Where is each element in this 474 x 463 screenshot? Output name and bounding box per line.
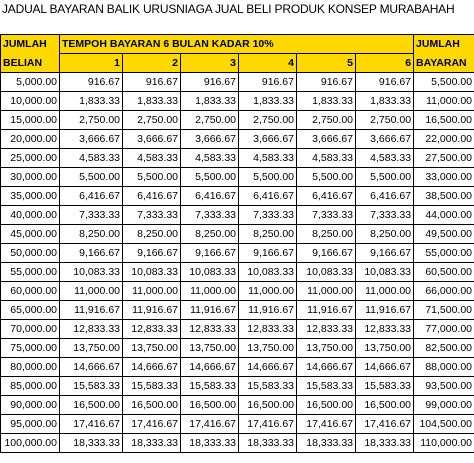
belian-cell[interactable]: 40,000.00	[1, 206, 60, 225]
month-3-cell[interactable]: 5,500.00	[181, 168, 239, 187]
month-4-cell[interactable]: 916.67	[239, 73, 297, 92]
month-5-cell[interactable]: 6,416.67	[297, 187, 356, 206]
month-1-cell[interactable]: 4,583.33	[60, 149, 123, 168]
month-6-cell[interactable]: 6,416.67	[356, 187, 414, 206]
month-3-cell[interactable]: 11,916.67	[181, 301, 239, 320]
month-4-cell[interactable]: 12,833.33	[239, 320, 297, 339]
month-1-cell[interactable]: 17,416.67	[60, 415, 123, 434]
month-2-cell[interactable]: 11,000.00	[123, 282, 181, 301]
month-2-cell[interactable]: 12,833.33	[123, 320, 181, 339]
month-1-cell[interactable]: 15,583.33	[60, 377, 123, 396]
month-4-cell[interactable]: 2,750.00	[239, 111, 297, 130]
month-4-cell[interactable]: 10,083.33	[239, 263, 297, 282]
month-1-cell[interactable]: 5,500.00	[60, 168, 123, 187]
table-row	[1, 206, 474, 225]
bayaran-cell[interactable]: 22,000.00	[414, 130, 474, 149]
belian-cell[interactable]: 20,000.00	[1, 130, 60, 149]
month-6-cell[interactable]: 11,916.67	[356, 301, 414, 320]
belian-cell[interactable]: 25,000.00	[1, 149, 60, 168]
table-row	[1, 92, 474, 111]
month-3-cell[interactable]: 14,666.67	[181, 358, 239, 377]
month-1-cell[interactable]: 9,166.67	[60, 244, 123, 263]
month-3-cell[interactable]: 18,333.33	[181, 434, 239, 453]
month-header-1[interactable]: 1	[60, 54, 123, 73]
month-6-cell[interactable]: 7,333.33	[356, 206, 414, 225]
month-3-cell[interactable]: 916.67	[181, 73, 239, 92]
month-6-cell[interactable]: 1,833.33	[356, 92, 414, 111]
bayaran-cell[interactable]: 27,500.00	[414, 149, 474, 168]
month-5-cell[interactable]: 11,000.00	[297, 282, 356, 301]
bayaran-cell[interactable]: 11,000.00	[414, 92, 474, 111]
month-1-cell[interactable]: 12,833.33	[60, 320, 123, 339]
month-3-cell[interactable]: 16,500.00	[181, 396, 239, 415]
belian-cell[interactable]: 95,000.00	[1, 415, 60, 434]
month-2-cell[interactable]: 2,750.00	[123, 111, 181, 130]
belian-cell[interactable]: 65,000.00	[1, 301, 60, 320]
bayaran-cell[interactable]: 104,500.00	[414, 415, 474, 434]
table-row	[1, 434, 474, 453]
table-row	[1, 396, 474, 415]
table-row	[1, 377, 474, 396]
month-1-cell[interactable]: 16,500.00	[60, 396, 123, 415]
month-6-cell[interactable]: 16,500.00	[356, 396, 414, 415]
table-row	[1, 130, 474, 149]
month-2-cell[interactable]: 18,333.33	[123, 434, 181, 453]
table-row	[1, 339, 474, 358]
belian-cell[interactable]: 55,000.00	[1, 263, 60, 282]
table-row	[1, 149, 474, 168]
month-2-cell[interactable]: 1,833.33	[123, 92, 181, 111]
month-5-cell[interactable]: 13,750.00	[297, 339, 356, 358]
month-3-cell[interactable]: 11,000.00	[181, 282, 239, 301]
belian-cell[interactable]: 30,000.00	[1, 168, 60, 187]
month-3-cell[interactable]: 7,333.33	[181, 206, 239, 225]
month-5-cell[interactable]: 5,500.00	[297, 168, 356, 187]
month-3-cell[interactable]: 6,416.67	[181, 187, 239, 206]
jumlah-bayaran-header[interactable]: JUMLAH	[414, 35, 474, 54]
month-2-cell[interactable]: 5,500.00	[123, 168, 181, 187]
month-4-cell[interactable]: 18,333.33	[239, 434, 297, 453]
header-row-bottom	[1, 54, 474, 73]
month-header-5[interactable]: 5	[297, 54, 356, 73]
month-5-cell[interactable]: 4,583.33	[297, 149, 356, 168]
month-2-cell[interactable]: 16,500.00	[123, 396, 181, 415]
month-4-cell[interactable]: 4,583.33	[239, 149, 297, 168]
table-row	[1, 73, 474, 92]
month-5-cell[interactable]: 18,333.33	[297, 434, 356, 453]
bayaran-cell[interactable]: 99,000.00	[414, 396, 474, 415]
month-2-cell[interactable]: 9,166.67	[123, 244, 181, 263]
month-4-cell[interactable]: 7,333.33	[239, 206, 297, 225]
month-2-cell[interactable]: 916.67	[123, 73, 181, 92]
month-3-cell[interactable]: 15,583.33	[181, 377, 239, 396]
table-row	[1, 282, 474, 301]
month-4-cell[interactable]: 3,666.67	[239, 130, 297, 149]
bayaran-cell[interactable]: 60,500.00	[414, 263, 474, 282]
bayaran-cell[interactable]: 93,500.00	[414, 377, 474, 396]
month-4-cell[interactable]: 8,250.00	[239, 225, 297, 244]
bayaran-cell[interactable]: 71,500.00	[414, 301, 474, 320]
month-6-cell[interactable]: 3,666.67	[356, 130, 414, 149]
month-2-cell[interactable]: 6,416.67	[123, 187, 181, 206]
month-4-cell[interactable]: 13,750.00	[239, 339, 297, 358]
month-1-cell[interactable]: 8,250.00	[60, 225, 123, 244]
month-5-cell[interactable]: 1,833.33	[297, 92, 356, 111]
month-1-cell[interactable]: 7,333.33	[60, 206, 123, 225]
table-row	[1, 263, 474, 282]
bayaran-cell[interactable]: 55,000.00	[414, 244, 474, 263]
belian-cell[interactable]: 45,000.00	[1, 225, 60, 244]
month-3-cell[interactable]: 4,583.33	[181, 149, 239, 168]
month-5-cell[interactable]: 10,083.33	[297, 263, 356, 282]
month-6-cell[interactable]: 14,666.67	[356, 358, 414, 377]
month-2-cell[interactable]: 10,083.33	[123, 263, 181, 282]
month-6-cell[interactable]: 12,833.33	[356, 320, 414, 339]
month-2-cell[interactable]: 17,416.67	[123, 415, 181, 434]
table-row	[1, 187, 474, 206]
month-5-cell[interactable]: 15,583.33	[297, 377, 356, 396]
bayaran-cell[interactable]: 16,500.00	[414, 111, 474, 130]
belian-cell[interactable]: 80,000.00	[1, 358, 60, 377]
table-row	[1, 301, 474, 320]
month-6-cell[interactable]: 2,750.00	[356, 111, 414, 130]
month-4-cell[interactable]: 1,833.33	[239, 92, 297, 111]
bayaran-cell[interactable]: 88,000.00	[414, 358, 474, 377]
bayaran-cell[interactable]: 33,000.00	[414, 168, 474, 187]
tempoh-header[interactable]: TEMPOH BAYARAN 6 BULAN KADAR 10%	[60, 35, 414, 54]
month-4-cell[interactable]: 9,166.67	[239, 244, 297, 263]
month-3-cell[interactable]: 2,750.00	[181, 111, 239, 130]
month-4-cell[interactable]: 17,416.67	[239, 415, 297, 434]
bayaran-cell[interactable]: 66,000.00	[414, 282, 474, 301]
month-6-cell[interactable]: 18,333.33	[356, 434, 414, 453]
belian-cell[interactable]: 50,000.00	[1, 244, 60, 263]
month-6-cell[interactable]: 8,250.00	[356, 225, 414, 244]
jumlah-bayaran-header-line2[interactable]: BAYARAN	[414, 54, 474, 73]
month-2-cell[interactable]: 8,250.00	[123, 225, 181, 244]
belian-cell[interactable]: 60,000.00	[1, 282, 60, 301]
bayaran-cell[interactable]: 110,000.00	[414, 434, 474, 453]
month-6-cell[interactable]: 10,083.33	[356, 263, 414, 282]
month-1-cell[interactable]: 10,083.33	[60, 263, 123, 282]
month-5-cell[interactable]: 3,666.67	[297, 130, 356, 149]
month-3-cell[interactable]: 3,666.67	[181, 130, 239, 149]
table-row	[1, 244, 474, 263]
belian-cell[interactable]: 15,000.00	[1, 111, 60, 130]
month-3-cell[interactable]: 1,833.33	[181, 92, 239, 111]
month-1-cell[interactable]: 14,666.67	[60, 358, 123, 377]
month-header-6[interactable]: 6	[356, 54, 414, 73]
jumlah-belian-header-line2[interactable]: BELIAN	[1, 54, 60, 73]
month-2-cell[interactable]: 15,583.33	[123, 377, 181, 396]
month-2-cell[interactable]: 3,666.67	[123, 130, 181, 149]
month-4-cell[interactable]: 11,916.67	[239, 301, 297, 320]
month-6-cell[interactable]: 4,583.33	[356, 149, 414, 168]
table-row	[1, 225, 474, 244]
month-4-cell[interactable]: 15,583.33	[239, 377, 297, 396]
month-5-cell[interactable]: 2,750.00	[297, 111, 356, 130]
month-6-cell[interactable]: 11,000.00	[356, 282, 414, 301]
month-header-2[interactable]: 2	[123, 54, 181, 73]
month-5-cell[interactable]: 16,500.00	[297, 396, 356, 415]
month-3-cell[interactable]: 9,166.67	[181, 244, 239, 263]
month-6-cell[interactable]: 916.67	[356, 73, 414, 92]
month-1-cell[interactable]: 11,000.00	[60, 282, 123, 301]
table-row	[1, 320, 474, 339]
month-4-cell[interactable]: 6,416.67	[239, 187, 297, 206]
month-4-cell[interactable]: 16,500.00	[239, 396, 297, 415]
month-5-cell[interactable]: 7,333.33	[297, 206, 356, 225]
month-5-cell[interactable]: 916.67	[297, 73, 356, 92]
month-6-cell[interactable]: 15,583.33	[356, 377, 414, 396]
month-4-cell[interactable]: 5,500.00	[239, 168, 297, 187]
month-5-cell[interactable]: 11,916.67	[297, 301, 356, 320]
month-1-cell[interactable]: 3,666.67	[60, 130, 123, 149]
belian-cell[interactable]: 5,000.00	[1, 73, 60, 92]
bayaran-cell[interactable]: 77,000.00	[414, 320, 474, 339]
month-5-cell[interactable]: 12,833.33	[297, 320, 356, 339]
month-3-cell[interactable]: 17,416.67	[181, 415, 239, 434]
jumlah-belian-header[interactable]: JUMLAH	[1, 35, 60, 54]
bayaran-cell[interactable]: 5,500.00	[414, 73, 474, 92]
month-3-cell[interactable]: 8,250.00	[181, 225, 239, 244]
belian-cell[interactable]: 85,000.00	[1, 377, 60, 396]
month-2-cell[interactable]: 7,333.33	[123, 206, 181, 225]
month-5-cell[interactable]: 8,250.00	[297, 225, 356, 244]
month-1-cell[interactable]: 18,333.33	[60, 434, 123, 453]
month-5-cell[interactable]: 9,166.67	[297, 244, 356, 263]
belian-cell[interactable]: 90,000.00	[1, 396, 60, 415]
month-5-cell[interactable]: 17,416.67	[297, 415, 356, 434]
month-1-cell[interactable]: 13,750.00	[60, 339, 123, 358]
table-row	[1, 415, 474, 434]
month-1-cell[interactable]: 1,833.33	[60, 92, 123, 111]
belian-cell[interactable]: 75,000.00	[1, 339, 60, 358]
month-2-cell[interactable]: 11,916.67	[123, 301, 181, 320]
page-title: JADUAL BAYARAN BALIK URUSNIAGA JUAL BELI PRODUK KONSEP MURABAHAH	[2, 2, 455, 16]
bayaran-cell[interactable]: 49,500.00	[414, 225, 474, 244]
belian-cell[interactable]: 100,000.00	[1, 434, 60, 453]
month-1-cell[interactable]: 2,750.00	[60, 111, 123, 130]
belian-cell[interactable]: 10,000.00	[1, 92, 60, 111]
bayaran-cell[interactable]: 38,500.00	[414, 187, 474, 206]
belian-cell[interactable]: 35,000.00	[1, 187, 60, 206]
table-row	[1, 111, 474, 130]
month-4-cell[interactable]: 14,666.67	[239, 358, 297, 377]
bayaran-cell[interactable]: 44,000.00	[414, 206, 474, 225]
month-2-cell[interactable]: 4,583.33	[123, 149, 181, 168]
month-6-cell[interactable]: 9,166.67	[356, 244, 414, 263]
month-2-cell[interactable]: 13,750.00	[123, 339, 181, 358]
month-header-4[interactable]: 4	[239, 54, 297, 73]
bayaran-cell[interactable]: 82,500.00	[414, 339, 474, 358]
month-1-cell[interactable]: 6,416.67	[60, 187, 123, 206]
month-6-cell[interactable]: 5,500.00	[356, 168, 414, 187]
month-2-cell[interactable]: 14,666.67	[123, 358, 181, 377]
month-header-3[interactable]: 3	[181, 54, 239, 73]
month-3-cell[interactable]: 13,750.00	[181, 339, 239, 358]
month-3-cell[interactable]: 10,083.33	[181, 263, 239, 282]
month-5-cell[interactable]: 14,666.67	[297, 358, 356, 377]
month-6-cell[interactable]: 17,416.67	[356, 415, 414, 434]
month-4-cell[interactable]: 11,000.00	[239, 282, 297, 301]
belian-cell[interactable]: 70,000.00	[1, 320, 60, 339]
month-1-cell[interactable]: 11,916.67	[60, 301, 123, 320]
table-row	[1, 358, 474, 377]
header-row-top	[1, 35, 474, 54]
month-6-cell[interactable]: 13,750.00	[356, 339, 414, 358]
table-row	[1, 168, 474, 187]
repayment-table	[0, 34, 474, 453]
table-body	[1, 73, 474, 453]
month-1-cell[interactable]: 916.67	[60, 73, 123, 92]
month-3-cell[interactable]: 12,833.33	[181, 320, 239, 339]
